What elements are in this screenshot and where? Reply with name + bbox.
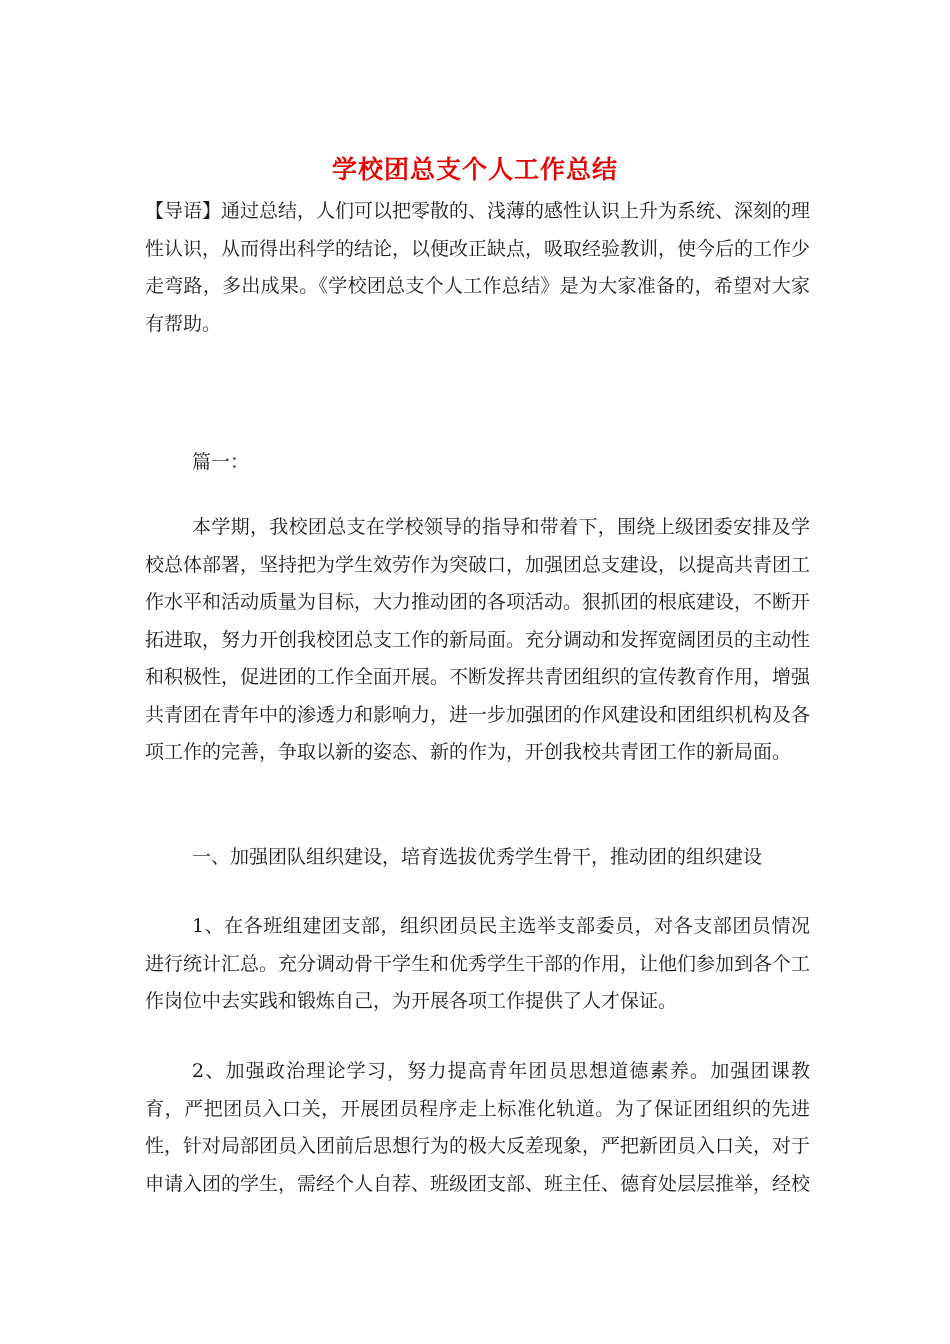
intro-paragraph: 【导语】通过总结，人们可以把零散的、浅薄的感性认识上升为系统、深刻的理性认识，从而得出科学的结论，以便改正缺点，吸取经验教训，使今后的工作少走弯路，多出成果。《学校团总支个人工作总结》是为大家准备的，希望对大家有帮助。 [145,200,811,335]
part-heading: 篇一： [192,451,250,473]
body-paragraph: 本学期，我校团总支在学校领导的指导和带着下，围绕上级团委安排及学校总体部署，坚持把为学生效劳作为突破口，加强团总支建设，以提高共青团工作水平和活动质量为目标，大力推动团的各项活动。狠抓团的根底建设，不断开拓进取，努力开创我校团总支工作的新局面。充分调动和发挥宽阔团员的主动性和积极性，促进团的工作全面开展。不断发挥共青团组织的宣传教育作用，增强共青团在青年中的渗透力和影响力，进一步加强团的作风建设和团组织机构及各项工作的完善，争取以新的姿态、新的作为，开创我校共青团工作的新局面。 [145,516,811,763]
list-item: 1、在各班组建团支部，组织团员民主选举支部委员，对各支部团员情况进行统计汇总。充分调动骨干学生和优秀学生干部的作用，让他们参加到各个工作岗位中去实践和锻炼自己，为开展各项工作提供了人才保证。 [145,915,811,1012]
document-title: 学校团总支个人工作总结 [331,155,618,184]
list-item: 2、加强政治理论学习，努力提高青年团员思想道德素养。加强团课教育，严把团员入口关，开展团员程序走上标准化轨道。为了保证团组织的先进性，针对局部团员入团前后思想行为的极大反差现象，严把新团员入口关，对于申请入团的学生，需经个人自荐、班级团支部、班主任、德育处层层推举，经校 [145,1060,811,1195]
section-heading: 一、加强团队组织建设，培育选拔优秀学生骨干，推动团的组织建设 [192,846,763,868]
